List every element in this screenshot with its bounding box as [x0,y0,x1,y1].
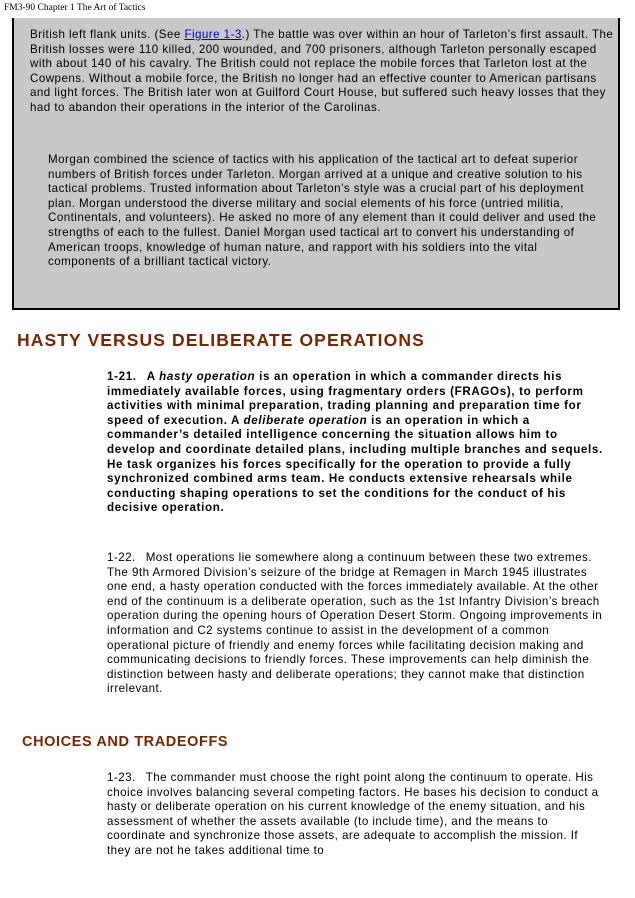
paragraph-1-21 [107,370,605,516]
vignette-text-lead: British left flank units. (See [30,28,185,41]
section-heading-choices-and-tradeoffs: CHOICES AND TRADEOFFS [22,734,229,750]
figure-1-3-link[interactable]: Figure 1-3 [184,28,242,41]
vignette-paragraph-1 [30,28,616,116]
paragraph-number: 1-23. [107,771,136,784]
p22-text: Most operations lie somewhere along a continuum between these two extremes. The 9th Armored Division’s seizure of the bridge at Remagen in March 1945 illustrates one end, a hasty operation conducted with the forces immediately available. At the other end of the continuum is a deliberate operation, such as the 1st Infantry Division’s breach operation during the opening hours of Operation Desert Storm. Ongoing improvements in information and C2 systems continue to assist in the development of a common operational picture of friendly and enemy forces while facilitating decision making and communicating decisions to friendly forces. These improvements can help diminish the distinction between hasty and deliberate operations; they cannot make that distinction irrelevant. [107,551,603,696]
p21-text-3: is an operation in which a commander’s detailed intelligence concerning the situation allows him to develop and coordinate detailed plans, including multiple branches and sequels. He task organizes his forces specifically for the operation to provide a fully synchronized combined arms team. He conducts extensive rehearsals while conducting shaping operations to set the conditions for the conduct of his decisive operation. [107,413,603,515]
p23-text: The commander must choose the right point along the continuum to operate. His choice involves balancing several competing factors. He bases his decision to conduct a hasty or deliberate operation on his current knowledge of the enemy situation, and his assessment of whether the assets available (to include time), and the means to coordinate and synchronize those assets, are adequate to accomplish the mission. If they are not he takes additional time to [107,771,599,857]
p21-text-2: is an operation in which a commander directs his immediately available forces, using fragmentary orders (FRAGOs), to perform activities with minimal preparation, trading planning and preparation time for speed of execution. A [107,370,584,427]
vignette-paragraph-2: Morgan combined the science of tactics with his application of the tactical art to defeat superior numbers of British forces under Tarleton. Morgan arrived at a unique and creative solution to his tactical problems. Trusted information about Tarleton’s style was a crucial part of his deployment plan. Morgan understood the diverse military and social elements of his force (untried militia, Continentals, and volunteers). He asked no more of any element than it could deliver and used the strengths of each to the fullest. Daniel Morgan used tactical art to convert his understanding of American troops, knowledge of human nature, and rapport with his soldiers into the vital components of a brilliant tactical victory. [48,153,597,269]
vignette-text-rest: .) The battle was over within an hour of Tarleton’s first assault. The British losses were 110 killed, 200 wounded, and 700 prisoners, although Tarleton personally escaped with about 140 of his cavalry. The British could not replace the mobile forces that Tarleton lost at the Cowpens. Without a mobile force, the British no longer had an effective counter to American partisans and light forces. The British later won at Guilford Court House, but suffered such heavy losses that they had to abandon their operations in the interior of the Carolinas. [30,28,614,114]
paragraph-number: 1-22. [107,551,136,564]
paragraph-1-23 [107,771,605,859]
term-hasty-operation: hasty operation [159,370,256,383]
paragraph-number: 1-21. [107,370,137,383]
historical-vignette-box [12,18,620,310]
term-deliberate-operation: deliberate operation [243,413,368,427]
paragraph-1-22 [107,551,605,697]
running-header: FM3-90 Chapter 1 The Art of Tactics [4,3,146,13]
section-heading-hasty-vs-deliberate: HASTY VERSUS DELIBERATE OPERATIONS [17,330,425,350]
p21-text-1: A [146,370,160,383]
